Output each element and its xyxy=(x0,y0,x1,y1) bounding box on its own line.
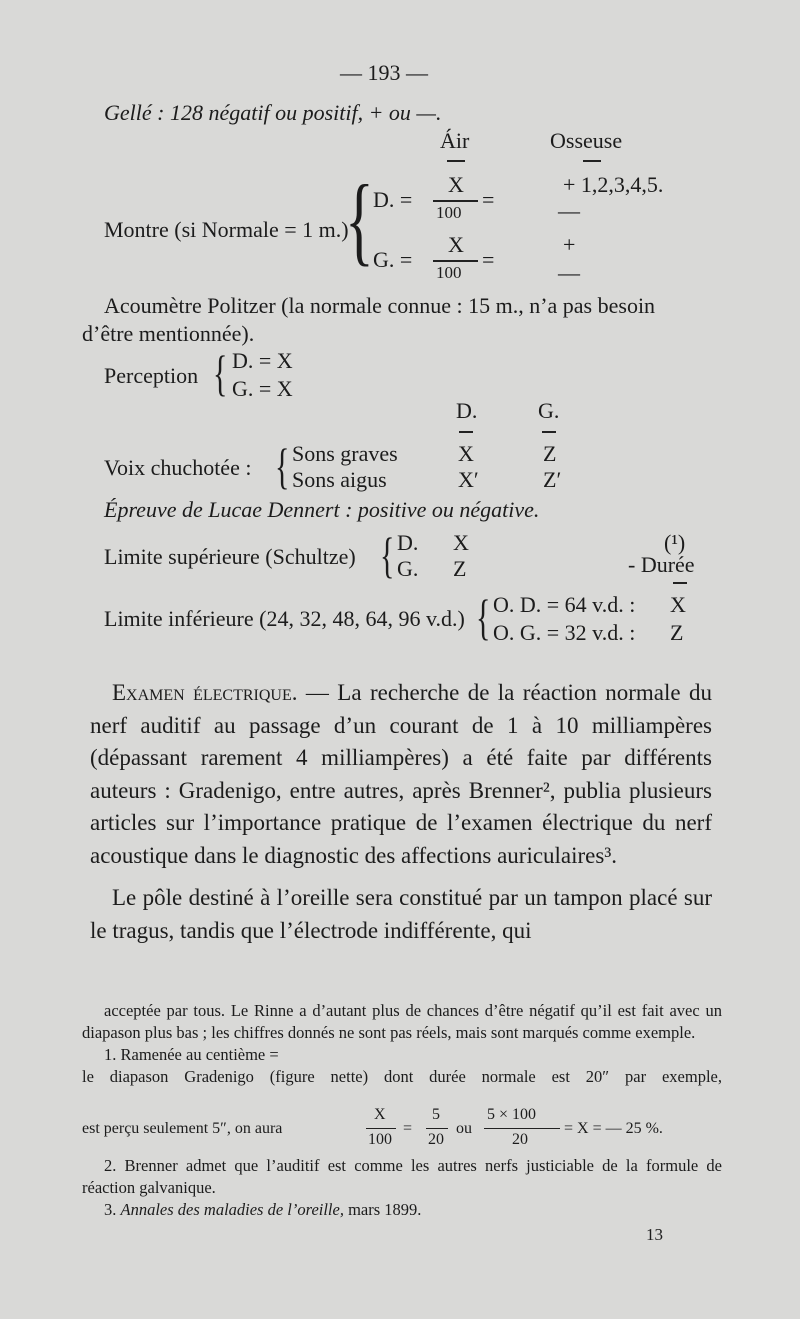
limite-inf-label: Limite inférieure (24, 32, 48, 64, 96 v.d.) xyxy=(104,606,465,631)
montre-g-num: X xyxy=(448,232,464,257)
formula-5x100: 5 × 100 xyxy=(487,1106,537,1123)
brace-symbol: { xyxy=(275,438,290,494)
col-osseuse-header: Osseuse xyxy=(550,128,623,153)
montre-g-osseuse-dash: — xyxy=(558,260,580,285)
voix-graves: Sons graves xyxy=(292,441,398,466)
montre-label: Montre (si Normale = 1 m.) xyxy=(104,217,349,242)
limite-sup-d-val: X xyxy=(453,530,469,555)
brace-symbol: { xyxy=(345,164,374,275)
montre-g-lhs: G. = xyxy=(373,247,413,272)
acoumetre-line2: d’être mentionnée). xyxy=(82,321,255,346)
limite-inf-od: O. D. = 64 v.d. : xyxy=(493,592,636,617)
formula-20b: 20 xyxy=(512,1131,528,1148)
footnote-1a: 1. Ramenée au centième = xyxy=(104,1045,279,1064)
limite-sup-g: G. xyxy=(397,556,419,581)
fraction-bar xyxy=(433,200,478,202)
perception-d: D. = X xyxy=(232,348,293,373)
examen-paragraph-1: — La recherche de la réaction normale du nerf auditif au passage d’un courant de 1 à 10 milliampères (dépassant rarement 4 milliampères) a été faite par différents auteurs : Gradenigo, entre autres, après Brenner², publia plusieurs articles sur l’importance pratique de l’examen électrique du nerf acoustique dans le diagnostic des affections auriculaires³. xyxy=(90,680,712,868)
limite-sup-label: Limite supérieure (Schultze) xyxy=(104,544,356,569)
formula-ou: ou xyxy=(456,1120,472,1137)
fraction-bar xyxy=(433,260,478,262)
acoumetre-line1: Acoumètre Politzer (la normale connue : 15 m., n’a pas besoin xyxy=(104,293,656,318)
voix-aigus-d: X′ xyxy=(458,467,479,492)
formula-eq1: = xyxy=(403,1120,413,1137)
examen-section xyxy=(90,677,712,947)
page-number: — 193 — xyxy=(340,60,428,85)
footnote-1b: le diapason Gradenigo (figure nette) dont durée normale est 20″ par exemple, xyxy=(82,1067,722,1086)
brace-symbol: { xyxy=(213,345,228,401)
formula-20: 20 xyxy=(428,1131,444,1148)
montre-d-num: X xyxy=(448,172,464,197)
montre-d-eq: = xyxy=(482,187,495,212)
voix-graves-d: X xyxy=(458,441,474,466)
signature-mark: 13 xyxy=(646,1225,663,1244)
epreuve-line: Épreuve de Lucae Dennert : positive ou négative. xyxy=(104,497,540,522)
rule xyxy=(459,431,473,433)
footnote-1c-pre: est perçu seulement 5″, on aura xyxy=(82,1120,283,1137)
formula-x: X xyxy=(374,1106,386,1123)
montre-d-osseuse: + 1,2,3,4,5. xyxy=(563,172,664,197)
voix-col-g: G. xyxy=(538,398,560,423)
voix-aigus: Sons aigus xyxy=(292,467,387,492)
fraction-bar xyxy=(426,1128,448,1129)
limite-inf-og: O. G. = 32 v.d. : xyxy=(493,620,636,645)
rule xyxy=(542,431,556,433)
formula-100: 100 xyxy=(368,1131,392,1148)
perception-g: G. = X xyxy=(232,376,293,401)
formula-result: = X = — 25 %. xyxy=(564,1120,663,1137)
gelle-line: Gellé : 128 négatif ou positif, + ou —. xyxy=(104,100,442,125)
brace-symbol: { xyxy=(380,527,395,583)
voix-graves-g: Z xyxy=(543,441,557,466)
montre-d-lhs: D. = xyxy=(373,187,413,212)
fraction-bar xyxy=(366,1128,396,1129)
montre-d-osseuse-dash: — xyxy=(558,198,580,223)
perception-label: Perception xyxy=(104,363,199,388)
formula-5: 5 xyxy=(432,1106,440,1123)
fraction-bar xyxy=(484,1128,560,1129)
examen-paragraph-2: Le pôle destiné à l’oreille sera constitué par un tampon placé sur le tragus, tandis que l’électrode indifférente, qui xyxy=(90,885,712,943)
limite-sup-d: D. xyxy=(397,530,419,555)
footnote-3-post: mars 1899. xyxy=(343,1200,422,1219)
rule xyxy=(673,582,687,584)
footnote-continuation: acceptée par tous. Le Rinne a d’autant plus de chances d’être négatif qu’il est fait avec un diapason plus bas ; les chiffres donnés ne sont pas réels, mais sont marqués comme exemple. xyxy=(82,1001,722,1042)
rule xyxy=(447,160,465,162)
montre-g-osseuse: + xyxy=(563,232,576,257)
limite-sup-note: (¹) xyxy=(664,530,686,555)
rule xyxy=(583,160,601,162)
montre-d-den: 100 xyxy=(436,203,462,222)
voix-col-d: D. xyxy=(456,398,478,423)
col-air-header: Áir xyxy=(440,128,470,153)
limite-inf-og-val: Z xyxy=(670,620,684,645)
voix-label: Voix chuchotée : xyxy=(104,455,252,480)
footnotes-lower xyxy=(82,1155,722,1221)
footnote-2: 2. Brenner admet que l’auditif est comme les autres nerfs justiciable de la formule de réaction galvanique. xyxy=(82,1156,722,1197)
montre-g-eq: = xyxy=(482,247,495,272)
footnote-3-pre: 3. xyxy=(104,1200,121,1219)
brace-symbol: { xyxy=(476,589,491,645)
limite-sup-g-val: Z xyxy=(453,556,467,581)
limite-sup-duree: - Durée xyxy=(628,552,695,577)
voix-aigus-g: Z′ xyxy=(543,467,562,492)
limite-inf-od-val: X xyxy=(670,592,686,617)
montre-g-den: 100 xyxy=(436,263,462,282)
footnotes xyxy=(82,1000,722,1088)
footnote-3-title: Annales des maladies de l’oreille, xyxy=(120,1200,344,1219)
examen-title: Examen électrique. xyxy=(112,680,298,705)
